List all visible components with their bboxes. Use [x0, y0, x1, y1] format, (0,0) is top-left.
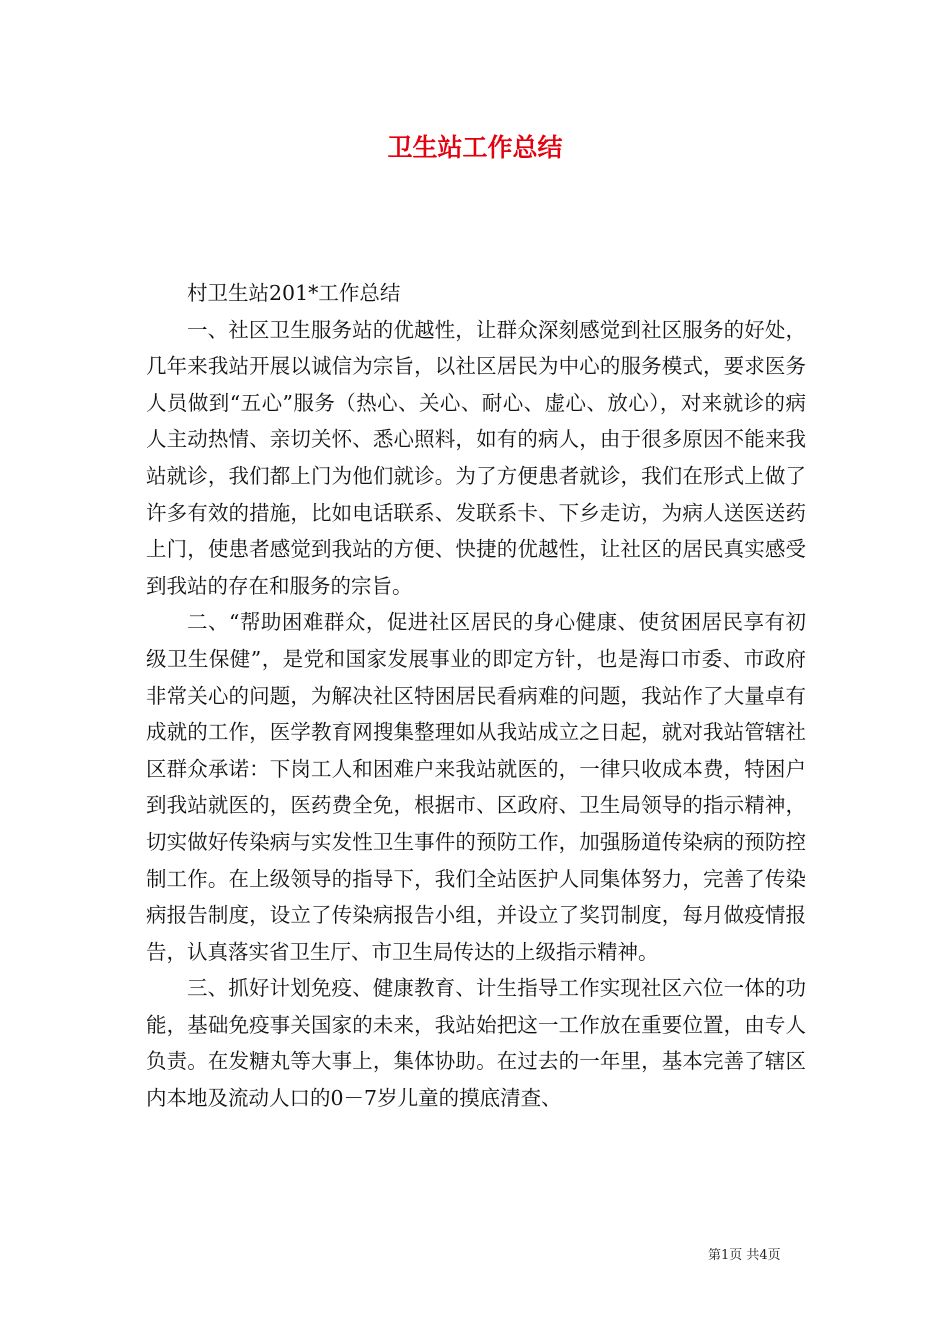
document-title: 卫生站工作总结: [387, 133, 563, 162]
paragraph-section-2: 二、“帮助困难群众，促进社区居民的身心健康、使贫困居民享有初级卫生保健”，是党和国家发展事业的即定方针，也是海口市委、市政府非常关心的问题，为解决社区特困居民看病难的问题，我站作了大量卓有成就的工作，医学教育网搜集整理如从我站成立之日起，就对我站管辖社区群众承诺：下岗工人和困难户来我站就医的，一律只收成本费，特困户到我站就医的，医药费全免，根据市、区政府、卫生局领导的指示精神，切实做好传染病与实发性卫生事件的预防工作，加强肠道传染病的预防控制工作。在上级领导的指导下，我们全站医护人同集体努力，完善了传染病报告制度，设立了传染病报告小组，并设立了奖罚制度，每月做疫情报告，认真落实省卫生厅、市卫生局传达的上级指示精神。: [146, 610, 806, 964]
paragraph-subtitle: 村卫生站201*工作总结: [187, 281, 401, 305]
paragraph-section-1: 一、社区卫生服务站的优越性，让群众深刻感觉到社区服务的好处，几年来我站开展以诚信为宗旨，以社区居民为中心的服务模式，要求医务人员做到“五心”服务（热心、关心、耐心、虚心、放心），对来就诊的病人主动热情、亲切关怀、悉心照料，如有的病人，由于很多原因不能来我站就诊，我们都上门为他们就诊。为了方便患者就诊，我们在形式上做了许多有效的措施，比如电话联系、发联系卡、下乡走访，为病人送医送药上门，使患者感觉到我站的方便、快捷的优越性，让社区的居民真实感受到我站的存在和服务的宗旨。: [146, 317, 806, 598]
paragraph-section-3: 三、抓好计划免疫、健康教育、计生指导工作实现社区六位一体的功能，基础免疫事关国家的未来，我站始把这一工作放在重要位置，由专人负责。在发糖丸等大事上，集体协助。在过去的一年里，基本完善了辖区内本地及流动人口的0－7岁儿童的摸底清查、: [146, 976, 806, 1111]
document-body: [146, 275, 806, 1117]
page-number-footer: 第1页 共4页: [708, 1248, 781, 1263]
